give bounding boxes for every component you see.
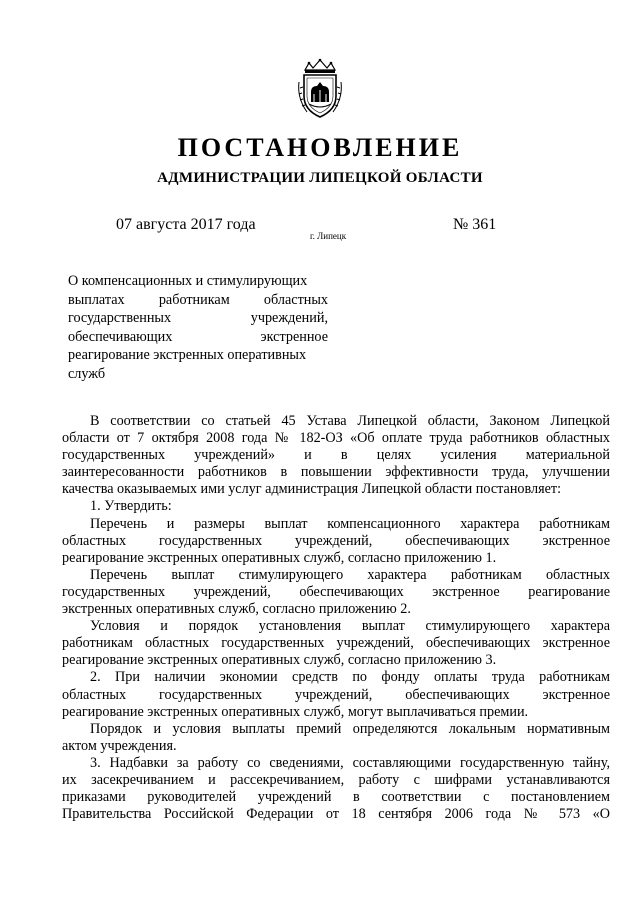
subject-line: реагирование экстренных оперативных xyxy=(68,347,307,363)
document-subject xyxy=(68,272,328,383)
document-title: ПОСТАНОВЛЕНИЕ xyxy=(177,133,463,162)
body-line: Условия и порядок установления выплат стимулирующего характера xyxy=(90,618,610,635)
body-line: реагирование экстренных оперативных служб, согласно приложению 1. xyxy=(62,549,497,566)
subject-line: служб xyxy=(68,365,106,382)
document-number: № 361 xyxy=(453,216,497,233)
body-line: области от 7 октября 2008 года № 182-ОЗ «Об оплате труда работников областных xyxy=(62,430,610,447)
body-line: 1. Утвердить: xyxy=(90,498,172,515)
body-line: государственных учреждений» и в целях усиления материальной xyxy=(62,447,610,464)
body-line: Порядок и условия выплаты премий определяются локальным нормативным xyxy=(90,720,610,737)
document-date: 07 августа 2017 года xyxy=(116,216,256,233)
subject-line: государственных учреждений, xyxy=(68,310,328,326)
body-line: 3. Надбавки за работу со сведениями, составляющими государственную тайну, xyxy=(90,754,610,771)
body-line: Перечень и размеры выплат компенсационного характера работникам xyxy=(90,515,610,532)
body-line: актом учреждения. xyxy=(62,737,177,754)
body-line: реагирование экстренных оперативных служб, могут выплачиваться премии. xyxy=(62,703,529,720)
body-line: качества оказываемых ими услуг администрация Липецкой области постановляет: xyxy=(62,481,562,498)
subject-line: О компенсационных и стимулирующих xyxy=(68,273,308,289)
body-line: экстренных оперативных служб, согласно приложению 2. xyxy=(62,601,411,618)
document-city: г. Липецк xyxy=(310,231,347,241)
body-line: Правительства Российской Федерации от 18 сентября 2006 года № 573 «О xyxy=(62,806,610,823)
subject-line: обеспечивающих экстренное xyxy=(68,328,328,345)
document-issuer: АДМИНИСТРАЦИИ ЛИПЕЦКОЙ ОБЛАСТИ xyxy=(157,170,483,186)
body-line: областных государственных учреждений, обеспечивающих экстренное xyxy=(62,532,610,549)
body-line: работникам областных государственных учреждений, обеспечивающих экстренное xyxy=(62,635,610,652)
body-line: реагирование экстренных оперативных служб, согласно приложению 3. xyxy=(62,652,497,669)
coat-of-arms-icon xyxy=(297,58,343,120)
body-line: заинтересованности работников в повышении эффективности труда, улучшении xyxy=(62,464,610,481)
body-line: В соответствии со статьей 45 Устава Липецкой области, Законом Липецкой xyxy=(90,413,610,429)
body-line: областных государственных учреждений, обеспечивающих экстренное xyxy=(62,686,610,703)
subject-line: выплатах работникам областных xyxy=(68,291,328,308)
body-line: приказами руководителей учреждений в соответствии с постановлением xyxy=(62,789,610,806)
body-line: 2. При наличии экономии средств по фонду оплаты труда работникам xyxy=(90,669,610,686)
body-line: государственных учреждений, обеспечивающих экстренное реагирование xyxy=(62,583,610,600)
document-body xyxy=(62,413,610,823)
body-line: Перечень выплат стимулирующего характера работникам областных xyxy=(90,566,610,583)
body-line: их засекречиванием и рассекречиванием, работу с шифрами устанавливаются xyxy=(62,771,610,788)
